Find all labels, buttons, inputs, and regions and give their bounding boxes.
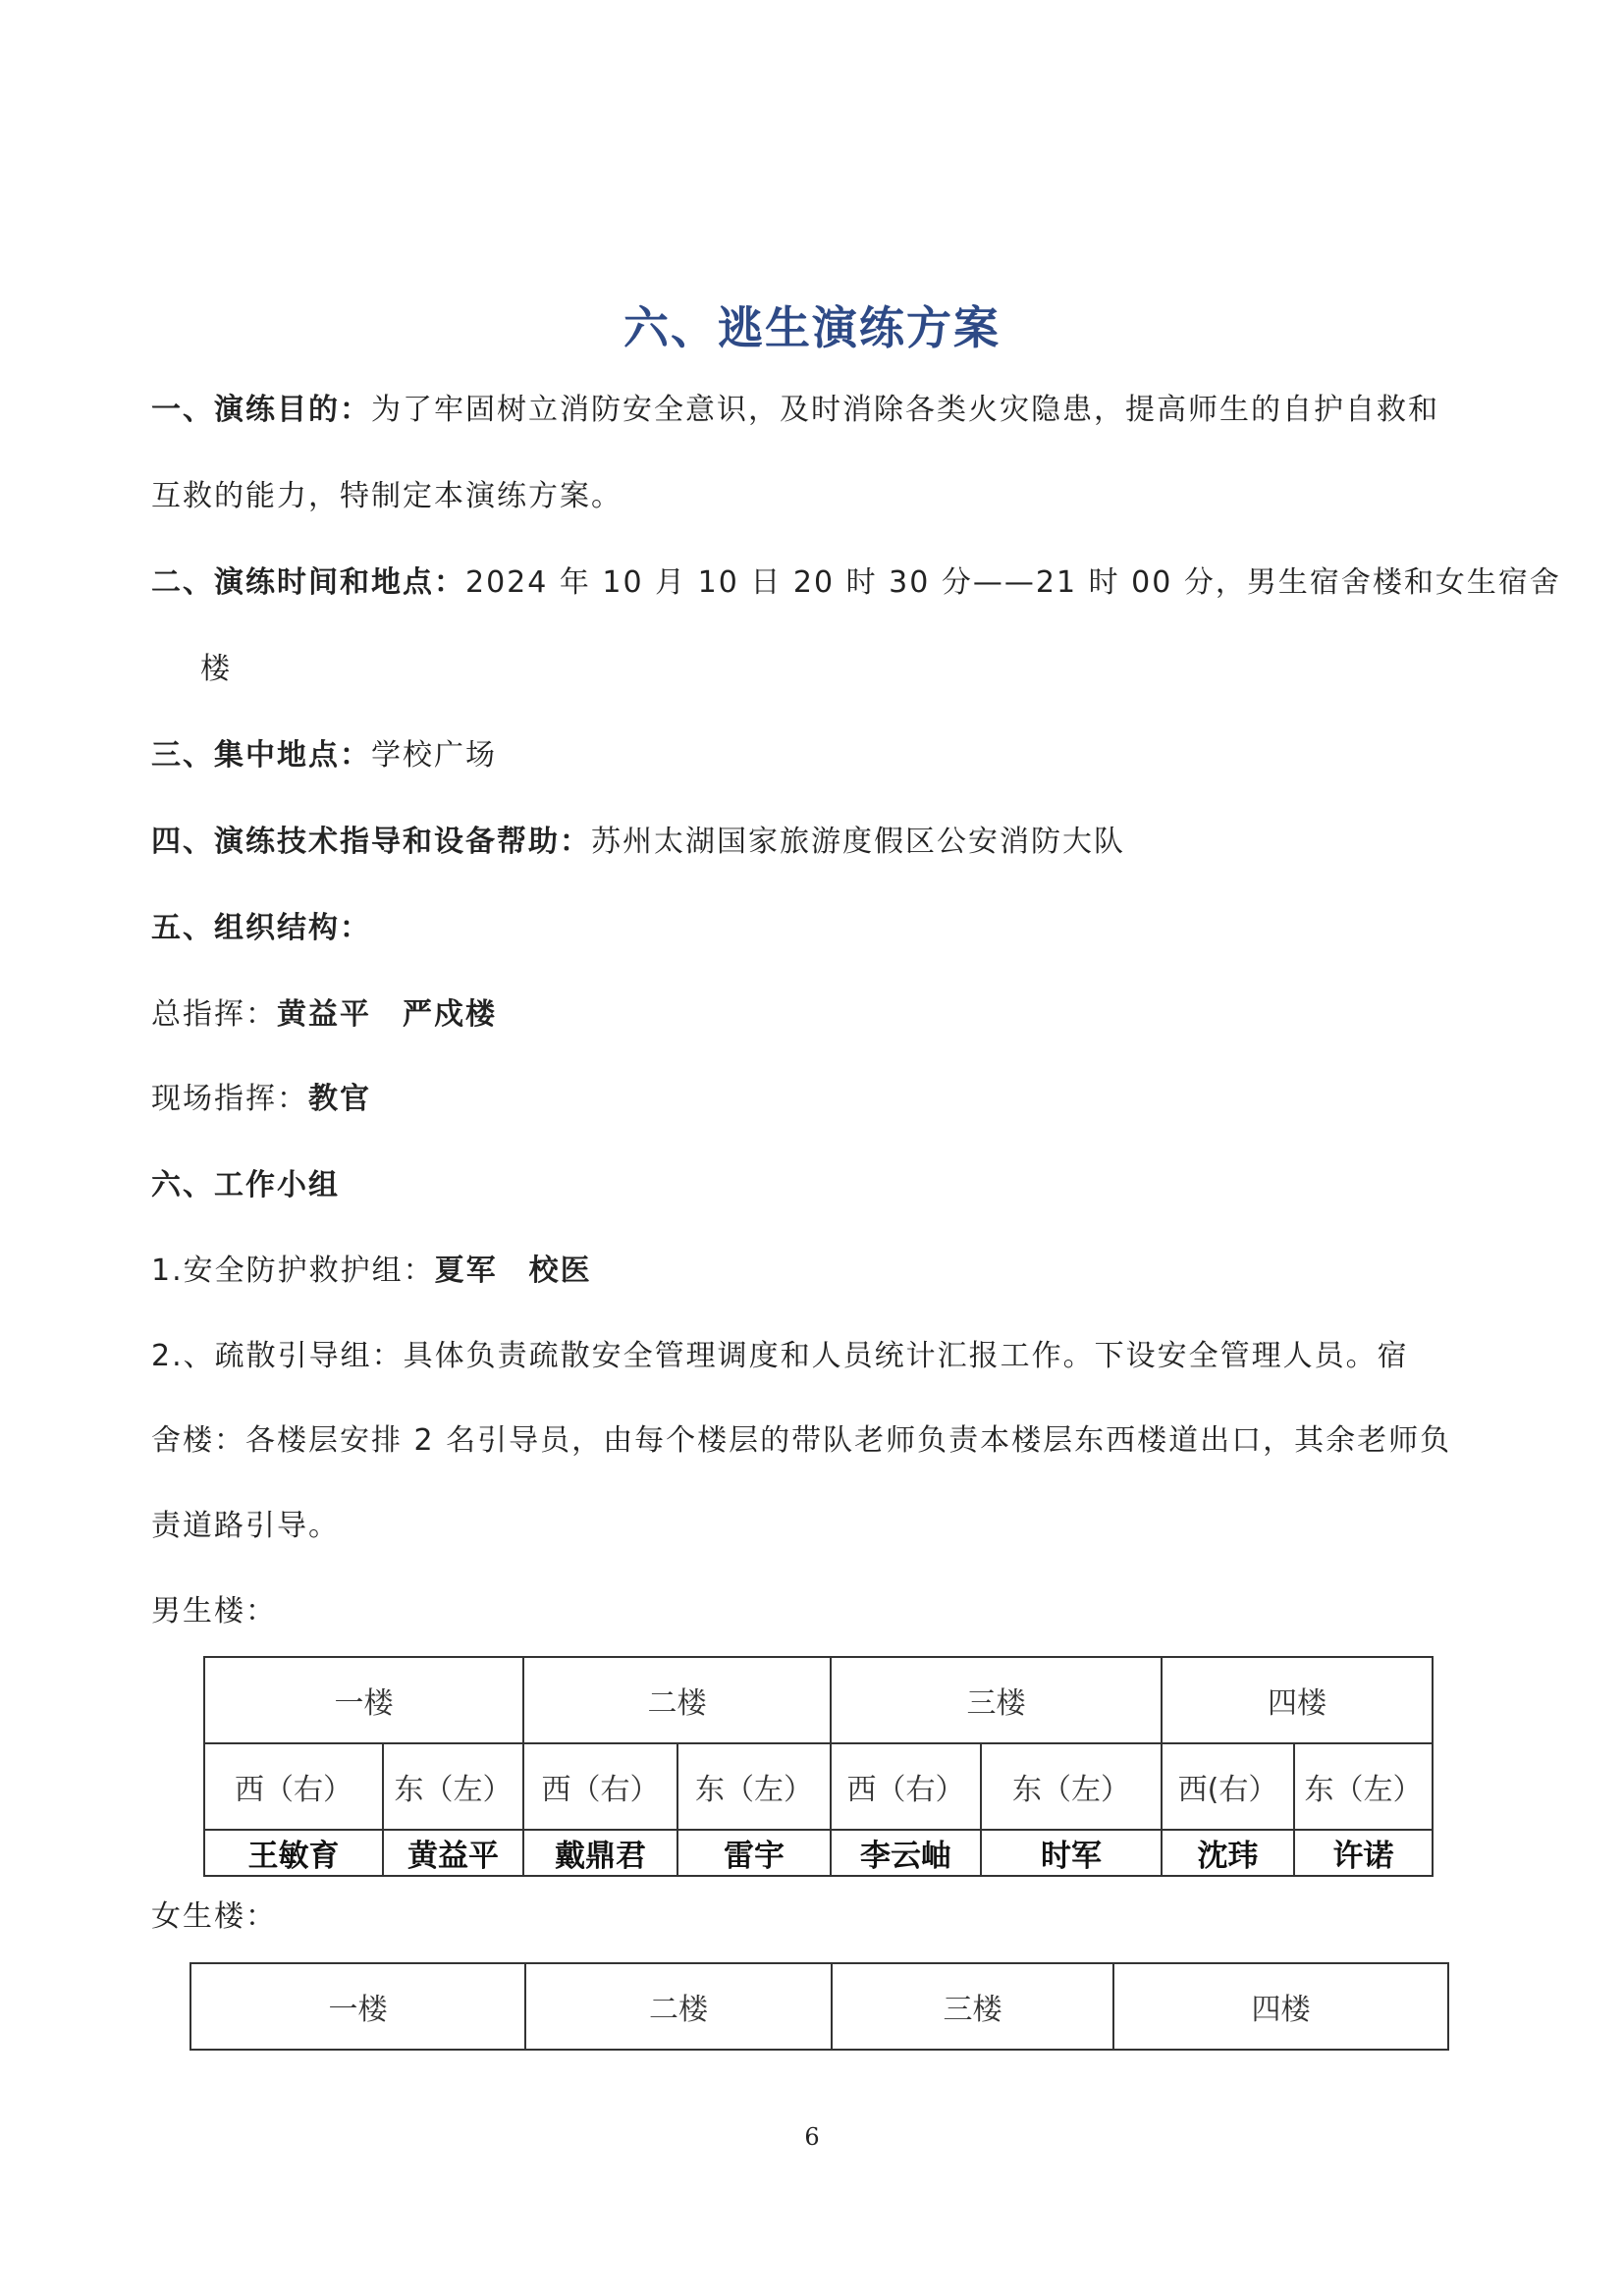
commander-label: 总指挥： bbox=[151, 997, 277, 1032]
floor-cell: 四楼 bbox=[1162, 1657, 1433, 1743]
commander-line bbox=[151, 995, 497, 1035]
section-text: 苏州太湖国家旅游度假区公安消防大队 bbox=[591, 825, 1125, 859]
guide-name-row bbox=[204, 1830, 1433, 1876]
section-organization: 五、组织结构： bbox=[151, 911, 371, 945]
floor-cell: 二楼 bbox=[525, 1963, 832, 2050]
section-purpose bbox=[151, 391, 1439, 430]
guide-name-cell: 黄益平 bbox=[383, 1830, 523, 1876]
section-text: 学校广场 bbox=[371, 738, 497, 773]
page-title: 六、逃生演练方案 bbox=[623, 301, 1001, 354]
group-evacuation-line-3: 责道路引导。 bbox=[151, 1509, 340, 1543]
section-text: 2024 年 10 月 10 日 20 时 30 分——21 时 00 分，男生宿舍楼和女生宿舍 bbox=[465, 565, 1561, 600]
floor-header-row bbox=[190, 1963, 1448, 2050]
site-commander-names: 教官 bbox=[308, 1082, 371, 1116]
guide-name-cell: 雷宇 bbox=[677, 1830, 831, 1876]
section-text-continued: 互救的能力，特制定本演练方案。 bbox=[151, 479, 623, 513]
boys-building-table bbox=[203, 1656, 1434, 1877]
floor-cell: 一楼 bbox=[190, 1963, 525, 2050]
section-heading: 四、演练技术指导和设备帮助： bbox=[151, 825, 591, 859]
section-text-continued: 楼 bbox=[200, 652, 232, 686]
section-text: 为了牢固树立消防安全意识，及时消除各类火灾隐患，提高师生的自护自救和 bbox=[371, 393, 1439, 427]
section-heading: 二、演练时间和地点： bbox=[151, 565, 465, 600]
guide-name-cell: 李云岫 bbox=[831, 1830, 981, 1876]
side-cell: 西(右） bbox=[1162, 1743, 1294, 1830]
floor-cell: 二楼 bbox=[523, 1657, 831, 1743]
floor-cell: 三楼 bbox=[832, 1963, 1113, 2050]
floor-cell: 四楼 bbox=[1113, 1963, 1448, 2050]
group-evacuation-line-2: 舍楼：各楼层安排 2 名引导员，由每个楼层的带队老师负责本楼层东西楼道出口，其余老师负 bbox=[151, 1423, 1452, 1458]
side-row bbox=[204, 1743, 1433, 1830]
girls-building-table bbox=[189, 1962, 1449, 2051]
guide-name-cell: 时军 bbox=[981, 1830, 1162, 1876]
guide-name-cell: 许诺 bbox=[1294, 1830, 1433, 1876]
side-cell: 西（右） bbox=[831, 1743, 981, 1830]
side-cell: 东（左） bbox=[1294, 1743, 1433, 1830]
guide-name-cell: 戴鼎君 bbox=[523, 1830, 677, 1876]
section-heading: 三、集中地点： bbox=[151, 738, 371, 773]
floor-cell: 三楼 bbox=[831, 1657, 1162, 1743]
commander-names: 黄益平 严戍楼 bbox=[277, 997, 497, 1032]
group-label: 1.安全防护救护组： bbox=[151, 1254, 435, 1288]
boys-building-label: 男生楼： bbox=[151, 1594, 277, 1629]
floor-header-row bbox=[204, 1657, 1433, 1743]
floor-cell: 一楼 bbox=[204, 1657, 523, 1743]
side-cell: 东（左） bbox=[383, 1743, 523, 1830]
guide-name-cell: 王敏育 bbox=[204, 1830, 383, 1876]
side-cell: 西（右） bbox=[204, 1743, 383, 1830]
group-evacuation-line-1: 2.、疏散引导组：具体负责疏散安全管理调度和人员统计汇报工作。下设安全管理人员。宿 bbox=[151, 1339, 1409, 1373]
section-time-place bbox=[151, 563, 1561, 603]
girls-building-label: 女生楼： bbox=[151, 1899, 277, 1934]
section-technical-support bbox=[151, 823, 1125, 862]
guide-name-cell: 沈玮 bbox=[1162, 1830, 1294, 1876]
site-commander-label: 现场指挥： bbox=[151, 1082, 308, 1116]
group-names: 夏军 校医 bbox=[434, 1254, 592, 1288]
side-cell: 西（右） bbox=[523, 1743, 677, 1830]
page-number: 6 bbox=[804, 2123, 820, 2151]
site-commander-line bbox=[151, 1080, 371, 1119]
section-heading: 一、演练目的： bbox=[151, 393, 371, 427]
side-cell: 东（左） bbox=[677, 1743, 831, 1830]
section-assembly-point bbox=[151, 736, 497, 775]
side-cell: 东（左） bbox=[981, 1743, 1162, 1830]
section-work-groups: 六、工作小组 bbox=[151, 1168, 340, 1202]
group-safety-rescue bbox=[151, 1252, 592, 1291]
